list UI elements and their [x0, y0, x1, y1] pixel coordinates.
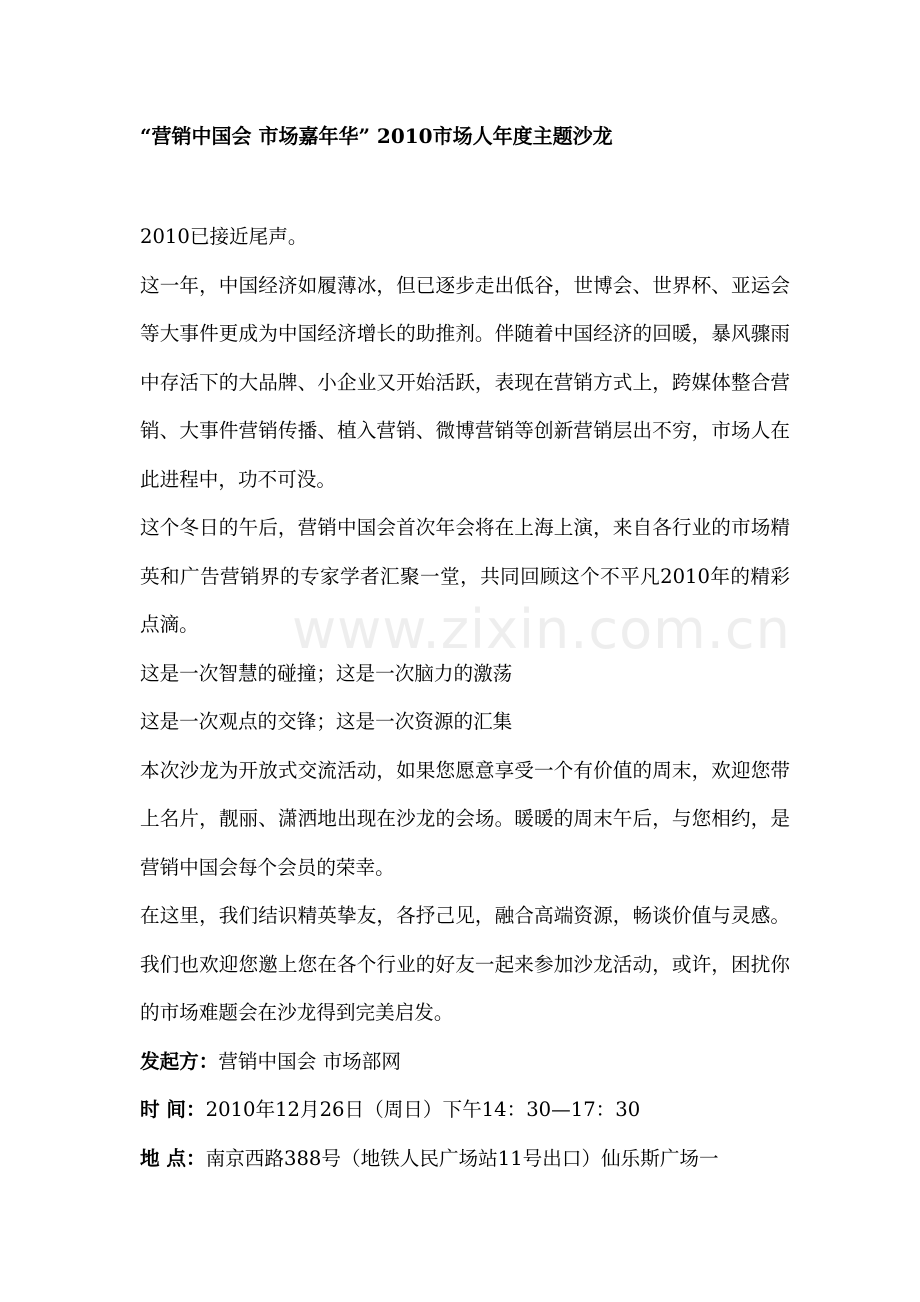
info-location-label: 地 点：	[140, 1146, 206, 1170]
info-organizer	[140, 1038, 790, 1087]
paragraph-open-salon: 本次沙龙为开放式交流活动，如果您愿意享受一个有价值的周末，欢迎您带上名片，靓丽、潇洒地出现在沙龙的会场。暖暖的周末午后，与您相约，是营销中国会每个会员的荣幸。	[140, 758, 790, 879]
watermark: www.zixin.com.cn	[292, 598, 791, 661]
paragraph-wisdom: 这是一次智慧的碰撞；这是一次脑力的激荡	[140, 661, 513, 685]
info-organizer-label: 发起方：	[140, 1049, 219, 1073]
paragraph-views: 这是一次观点的交锋；这是一次资源的汇集	[140, 710, 513, 733]
paragraph-annual-meeting: 这个冬日的午后，营销中国会首次年会将在上海上演，来自各行业的市场精英和广告营销界的专家学者汇聚一堂，共同回顾这个不平凡2010年的精彩点滴。	[140, 516, 790, 636]
document-body	[140, 213, 790, 1183]
paragraph-connect: 在这里，我们结识精英挚友，各抒己见，融合高端资源，畅谈价值与灵感。我们也欢迎您邀上您在各个行业的好友一起来参加沙龙活动，或许，困扰你的市场难题会在沙龙得到完美启发。	[140, 904, 790, 1024]
info-time-label: 时 间：	[140, 1098, 206, 1121]
paragraph-intro: 2010已接近尾声。	[140, 225, 308, 248]
info-location	[140, 1135, 790, 1184]
info-time-value: 2010年12月26日（周日）下午14：30—17：30	[205, 1098, 641, 1121]
info-location-value: 南京西路388号（地铁人民广场站11号出口）仙乐斯广场一	[205, 1146, 719, 1170]
info-organizer-value: 营销中国会 市场部网	[218, 1049, 401, 1073]
paragraph-economy: 这一年，中国经济如履薄冰，但已逐步走出低谷，世博会、世界杯、亚运会等大事件更成为中国经济增长的助推剂。伴随着中国经济的回暖，暴风骤雨中存活下的大品牌、小企业又开始活跃，表现在营销方式上，跨媒体整合营销、大事件营销传播、植入营销、微博营销等创新营销层出不穷，市场人在此进程中，功不可没。	[140, 273, 790, 491]
info-time	[140, 1086, 790, 1135]
document-title: “营销中国会 市场嘉年华” 2010市场人年度主题沙龙	[140, 124, 613, 148]
